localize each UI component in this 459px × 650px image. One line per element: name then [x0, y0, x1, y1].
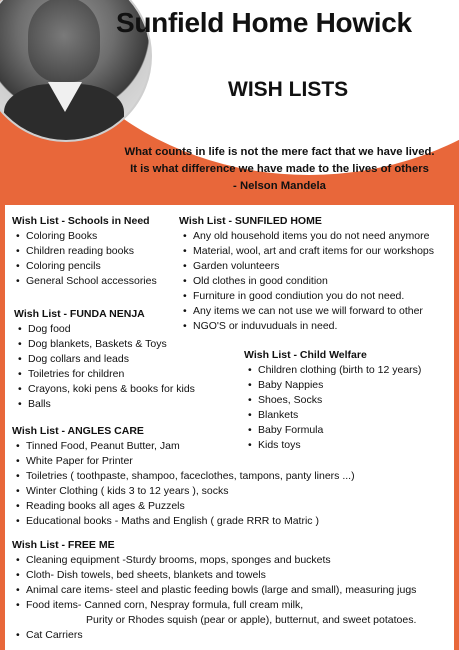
list-item-text: NGO'S or induvuduals in need. [193, 320, 338, 332]
list-item-text: Food items- Canned corn, Nespray formula, full cream milk, [26, 599, 304, 611]
quote-line: What counts in life is not the mere fact that we have lived. [124, 146, 435, 158]
list-item: • White Paper for Printer [12, 454, 355, 469]
list-item: • Shoes, Socks [244, 393, 421, 408]
list-item: • Garden volunteers [179, 259, 434, 274]
list-item-continuation [179, 319, 434, 334]
page-title: Sunfield Home Howick [116, 7, 412, 38]
section-heading: Wish List - Child Welfare [244, 349, 367, 361]
section-heading: Wish List - Schools in Need [12, 215, 150, 227]
list-item: • Kids toys [244, 438, 421, 453]
list-item [179, 304, 434, 319]
wish-list [179, 229, 434, 334]
list-item: • General School accessories [12, 274, 157, 289]
list-item: • Material, wool, art and craft items for our workshops [179, 244, 434, 259]
list-item: • Cleaning equipment -Sturdy brooms, mops, sponges and buckets [12, 553, 416, 568]
section-schools-in-need [12, 214, 157, 289]
page-subtitle: WISH LISTS [228, 78, 349, 101]
list-item: • Toiletries for children [14, 367, 195, 382]
section-free-me [12, 538, 416, 643]
list-item: • Dog collars and leads [14, 352, 195, 367]
section-heading: Wish List - FREE ME [12, 539, 115, 551]
list-item: • Dog blankets, Baskets & Toys [14, 337, 195, 352]
wish-list [12, 229, 157, 289]
list-item: • Coloring Books [12, 229, 157, 244]
portrait-face [28, 0, 100, 82]
quote-line: It is what difference we have made to the lives of others [130, 163, 429, 175]
list-item: • Educational books - Maths and English ( grade RRR to Matric ) [12, 514, 355, 529]
list-item: • Toiletries ( toothpaste, shampoo, faceclothes, tampons, panty liners ...) [12, 469, 355, 484]
wish-list [12, 553, 416, 643]
list-item: • Tinned Food, Peanut Butter, Jam [12, 439, 355, 454]
list-item: • Any old household items you do not need anymore [179, 229, 434, 244]
list-item: • Reading books all ages & Puzzels [12, 499, 355, 514]
quote-attribution: - Nelson Mandela [233, 180, 326, 192]
wish-list [14, 322, 195, 412]
section-sunfiled-home [179, 214, 434, 334]
list-item: • Dog food [14, 322, 195, 337]
list-item: • Old clothes in good condition [179, 274, 434, 289]
list-item: • Coloring pencils [12, 259, 157, 274]
list-item: • Animal care items- steel and plastic feeding bowls (large and small), measuring jugs [12, 583, 416, 598]
mandela-quote [100, 144, 459, 195]
list-item: • Blankets [244, 408, 421, 423]
section-heading: Wish List - FUNDA NENJA [14, 308, 145, 320]
section-heading: Wish List - ANGLES CARE [12, 425, 144, 437]
list-item: • Baby Formula [244, 423, 421, 438]
list-item: • Cat Carriers [12, 628, 416, 643]
section-heading: Wish List - SUNFILED HOME [179, 215, 322, 227]
list-item: • Cloth- Dish towels, bed sheets, blankets and towels [12, 568, 416, 583]
section-angles-care [12, 424, 355, 529]
list-item: • Furniture in good condiution you do not need. [179, 289, 434, 304]
wish-list [12, 439, 355, 529]
list-item: • Crayons, koki pens & books for kids [14, 382, 195, 397]
list-item: • Winter Clothing ( kids 3 to 12 years ), socks [12, 484, 355, 499]
list-item [12, 598, 416, 628]
list-item: • Children clothing (birth to 12 years) [244, 363, 421, 378]
list-item: • Balls [14, 397, 195, 412]
list-item-continuation: Purity or Rhodes squish (pear or apple), butternut, and sweet potatoes. [86, 614, 417, 626]
list-item: • Baby Nappies [244, 378, 421, 393]
list-item: • Children reading books [12, 244, 157, 259]
list-item-text: Any items we can not use we will forward to other [193, 305, 423, 317]
section-funda-nenja [14, 307, 195, 412]
